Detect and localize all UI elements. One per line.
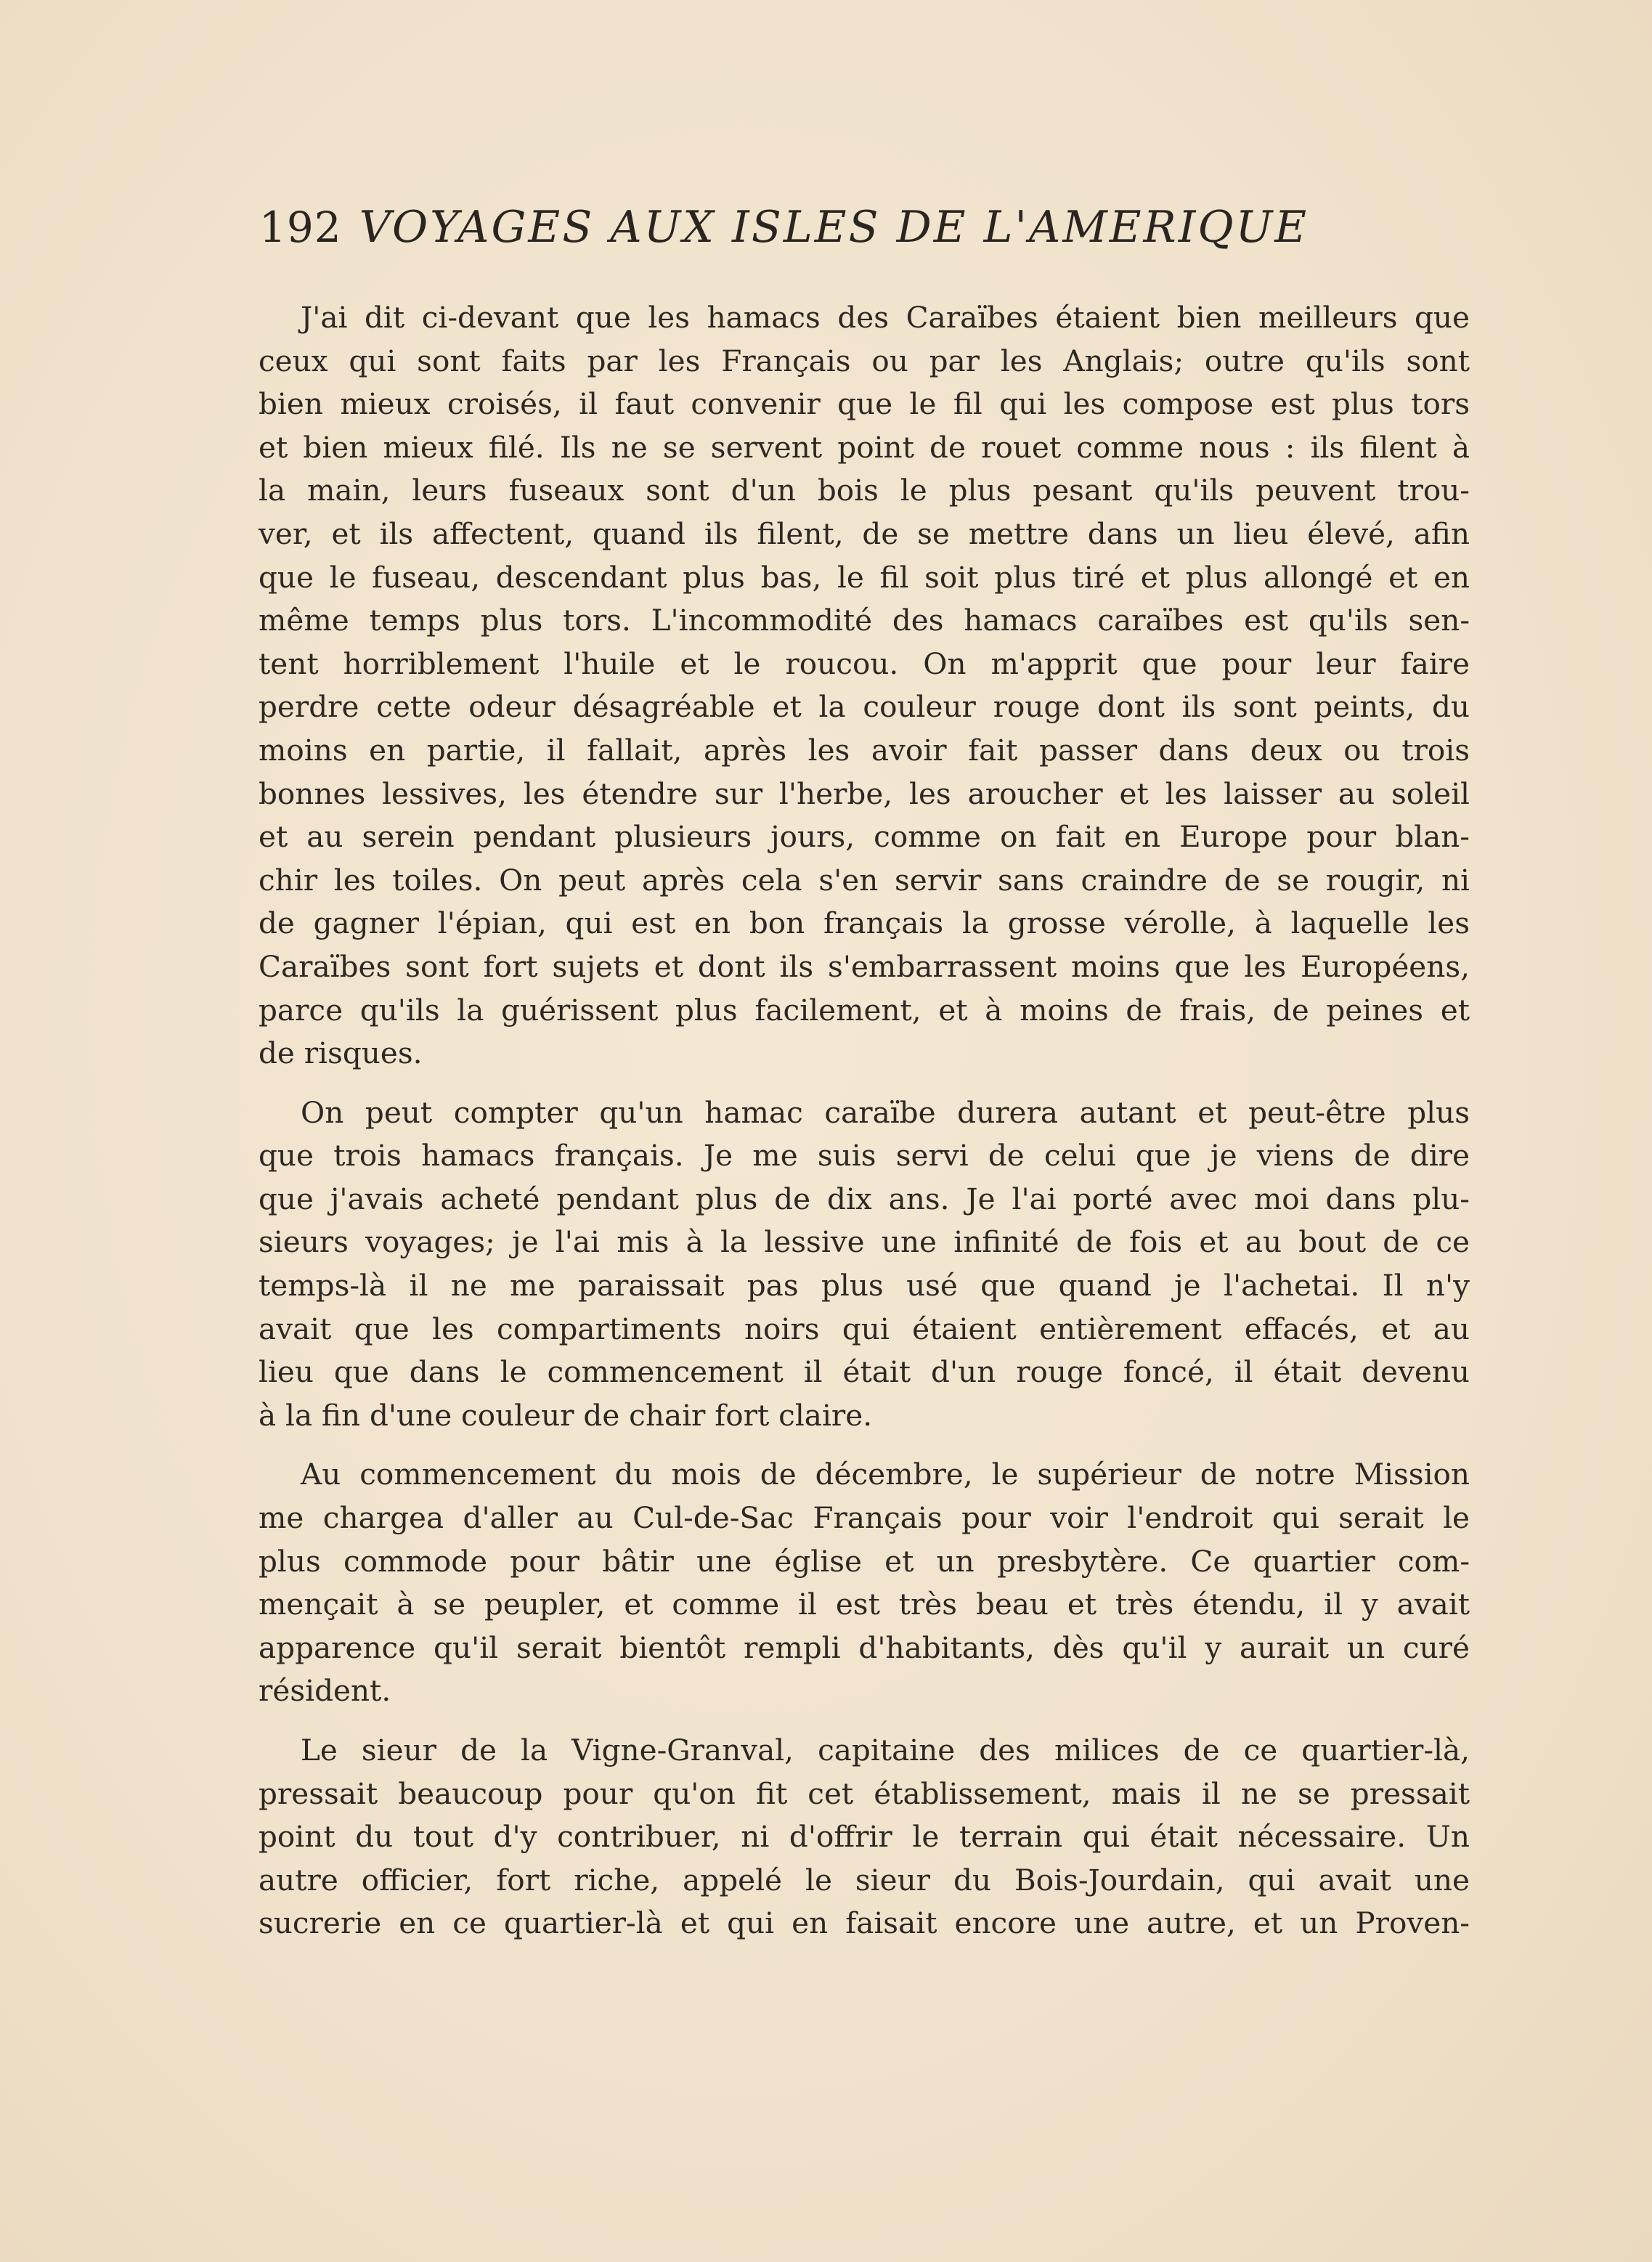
text-line: point du tout d'y contribuer, ni d'offrir le terrain qui était nécessaire. Un: [259, 1819, 1470, 1855]
text-line: On peut compter qu'un hamac caraïbe durera autant et peut-être plus: [301, 1094, 1470, 1130]
text-line: lieu que dans le commencement il était d'un rouge foncé, il était devenu: [259, 1354, 1470, 1390]
text-line: me chargea d'aller au Cul-de-Sac Français pour voir l'endroit qui serait le: [259, 1500, 1470, 1536]
text-line: tent horriblement l'huile et le roucou. On m'apprit que pour leur faire: [259, 646, 1470, 681]
paragraph-3: [259, 1453, 1470, 1713]
paragraph-1: [259, 296, 1470, 1075]
text-line: mençait à se peupler, et comme il est très beau et très étendu, il y avait: [259, 1587, 1470, 1622]
text-line: bonnes lessives, les étendre sur l'herbe, les aroucher et les laisser au soleil: [259, 776, 1470, 811]
text-line: de risques.: [259, 1036, 423, 1071]
text-line: et bien mieux filé. Ils ne se servent point de rouet comme nous : ils filent à: [259, 429, 1470, 465]
text-line: la main, leurs fuseaux sont d'un bois le plus pesant qu'ils peuvent trou-: [259, 473, 1470, 508]
text-line: et au serein pendant plusieurs jours, comme on fait en Europe pour blan-: [259, 819, 1470, 855]
text-line: Caraïbes sont fort sujets et dont ils s'embarrassent moins que les Européens,: [259, 948, 1470, 984]
text-line: Le sieur de la Vigne-Granval, capitaine des milices de ce quartier-là,: [301, 1733, 1470, 1767]
text-line: Au commencement du mois de décembre, le supérieur de notre Mission: [301, 1457, 1470, 1492]
text-line: moins en partie, il fallait, après les avoir fait passer dans deux ou trois: [259, 732, 1470, 768]
text-line: plus commode pour bâtir une église et un presbytère. Ce quartier com-: [259, 1543, 1470, 1579]
text-line: temps-là il ne me paraissait pas plus usé que quand je l'achetai. Il n'y: [259, 1268, 1470, 1303]
text-line: que j'avais acheté pendant plus de dix ans. Je l'ai porté avec moi dans plu-: [259, 1181, 1470, 1216]
text-line: autre officier, fort riche, appelé le sieur du Bois-Jourdain, qui avait une: [259, 1862, 1470, 1897]
text-line: de gagner l'épian, qui est en bon français la grosse vérolle, à laquelle les: [259, 906, 1470, 941]
text-line: J'ai dit ci-devant que les hamacs des Caraïbes étaient bien meilleurs que: [301, 300, 1470, 335]
text-line: que trois hamacs français. Je me suis servi de celui que je viens de dire: [259, 1138, 1470, 1173]
text-line: bien mieux croisés, il faut convenir que le fil qui les compose est plus tors: [259, 386, 1470, 422]
text-line: à la fin d'une couleur de chair fort claire.: [259, 1397, 873, 1433]
text-line: parce qu'ils la guérissent plus facilement, et à moins de frais, de peines et: [259, 992, 1470, 1028]
paragraph-2: [259, 1091, 1470, 1438]
paragraph-gap: [259, 1437, 1470, 1453]
running-title: VOYAGES AUX ISLES DE L'AMERIQUE: [359, 202, 1309, 253]
paragraph-gap: [259, 1713, 1470, 1729]
text-line: apparence qu'il serait bientôt rempli d'habitants, dès qu'il y aurait un curé: [259, 1630, 1470, 1665]
paragraph-gap: [259, 1075, 1470, 1091]
page-header: [259, 202, 1494, 267]
text-line: résident.: [259, 1673, 391, 1709]
body-text: [259, 296, 1470, 1945]
text-line: ver, et ils affectent, quand ils filent, de se mettre dans un lieu élevé, afin: [259, 516, 1470, 551]
text-line: sucrerie en ce quartier-là et qui en faisait encore une autre, et un Proven-: [259, 1905, 1470, 1941]
text-line: avait que les compartiments noirs qui étaient entièrement effacés, et au: [259, 1311, 1470, 1346]
text-line: chir les toiles. On peut après cela s'en servir sans craindre de se rougir, ni: [259, 862, 1470, 898]
text-line: ceux qui sont faits par les Français ou par les Anglais; outre qu'ils sont: [259, 343, 1470, 378]
text-line: sieurs voyages; je l'ai mis à la lessive une infinité de fois et au bout de ce: [259, 1224, 1470, 1260]
text-line: que le fuseau, descendant plus bas, le fil soit plus tiré et plus allongé et en: [259, 559, 1470, 595]
text-line: même temps plus tors. L'incommodité des hamacs caraïbes est qu'ils sen-: [259, 603, 1470, 638]
text-line: pressait beaucoup pour qu'on fit cet établissement, mais il ne se pressait: [259, 1775, 1470, 1811]
page-number: 192: [259, 203, 342, 252]
text-line: perdre cette odeur désagréable et la couleur rouge dont ils sont peints, du: [259, 689, 1470, 725]
paragraph-4: [259, 1729, 1470, 1945]
